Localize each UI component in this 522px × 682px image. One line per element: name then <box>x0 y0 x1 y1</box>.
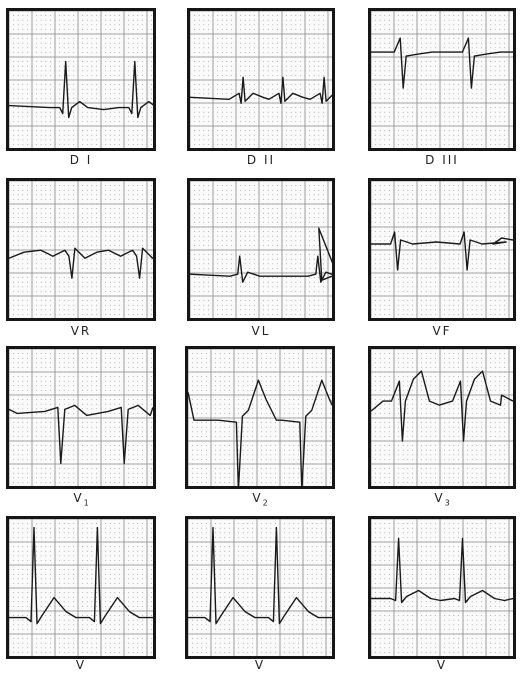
ecg-panel-vl <box>187 178 335 321</box>
lead-label-text: D II <box>246 153 276 167</box>
ecg-panel-v4 <box>6 516 156 659</box>
ecg-panel-v3 <box>368 346 516 489</box>
ecg-grid-v4 <box>9 519 153 656</box>
lead-label-d2 <box>191 153 331 167</box>
ecg-panel-v5 <box>185 516 335 659</box>
ecg-grid-vr <box>9 181 153 318</box>
ecg-panel-v1 <box>6 346 156 489</box>
ecg-grid-d2 <box>190 11 332 148</box>
ecg-trace-vr <box>9 248 153 278</box>
lead-label-text: V <box>436 658 448 672</box>
lead-label-subscript: 3 <box>444 498 450 508</box>
ecg-trace-d1 <box>9 62 153 118</box>
ecg-grid-v6 <box>371 519 513 656</box>
ecg-grid-v1 <box>9 349 153 486</box>
lead-label-v3 <box>372 491 512 507</box>
lead-label-subscript: 1 <box>83 498 89 508</box>
ecg-panel-d3 <box>368 8 516 151</box>
ecg-trace-v2 <box>188 380 332 486</box>
lead-label-text: D I <box>69 153 93 167</box>
ecg-trace-vl <box>190 228 332 282</box>
ecg-grid-v2 <box>188 349 332 486</box>
ecg-grid-v5 <box>188 519 332 656</box>
ecg-panel-d1 <box>6 8 156 151</box>
lead-label-v6 <box>372 658 512 672</box>
lead-label-d1 <box>11 153 151 167</box>
lead-label-v4 <box>11 658 151 672</box>
lead-label-v1 <box>11 491 151 507</box>
lead-label-text: VL <box>251 324 271 338</box>
ecg-trace-v6 <box>371 539 513 603</box>
lead-label-text: D III <box>425 153 459 167</box>
lead-label-subscript: 2 <box>262 498 268 508</box>
lead-label-text: V <box>73 491 84 505</box>
lead-label-text: VF <box>432 324 452 338</box>
lead-label-d3 <box>372 153 512 167</box>
lead-label-text: V <box>434 491 445 505</box>
ecg-panel-vf <box>368 178 516 321</box>
lead-label-v5 <box>190 658 330 672</box>
ecg-grid-vl <box>190 181 332 318</box>
ecg-grid-d3 <box>371 11 513 148</box>
lead-label-text: V <box>252 491 263 505</box>
lead-label-v2 <box>190 491 330 507</box>
ecg-panel-vr <box>6 178 156 321</box>
lead-label-vf <box>372 324 512 338</box>
ecg-panel-v6 <box>368 516 516 659</box>
ecg-grid-d1 <box>9 11 153 148</box>
ecg-trace-vf <box>371 232 513 270</box>
ecg-grid-vf <box>371 181 513 318</box>
lead-label-text: V <box>75 658 87 672</box>
lead-label-text: V <box>254 658 266 672</box>
lead-label-text: VR <box>70 324 92 338</box>
ecg-trace-d2 <box>190 77 332 103</box>
ecg-trace-d3 <box>371 38 513 88</box>
lead-label-vr <box>11 324 151 338</box>
ecg-panel-v2 <box>185 346 335 489</box>
lead-label-vl <box>191 324 331 338</box>
ecg-trace-v3 <box>371 371 513 441</box>
ecg-grid-v3 <box>371 349 513 486</box>
ecg-panel-d2 <box>187 8 335 151</box>
ecg-trace-v1 <box>9 405 153 463</box>
